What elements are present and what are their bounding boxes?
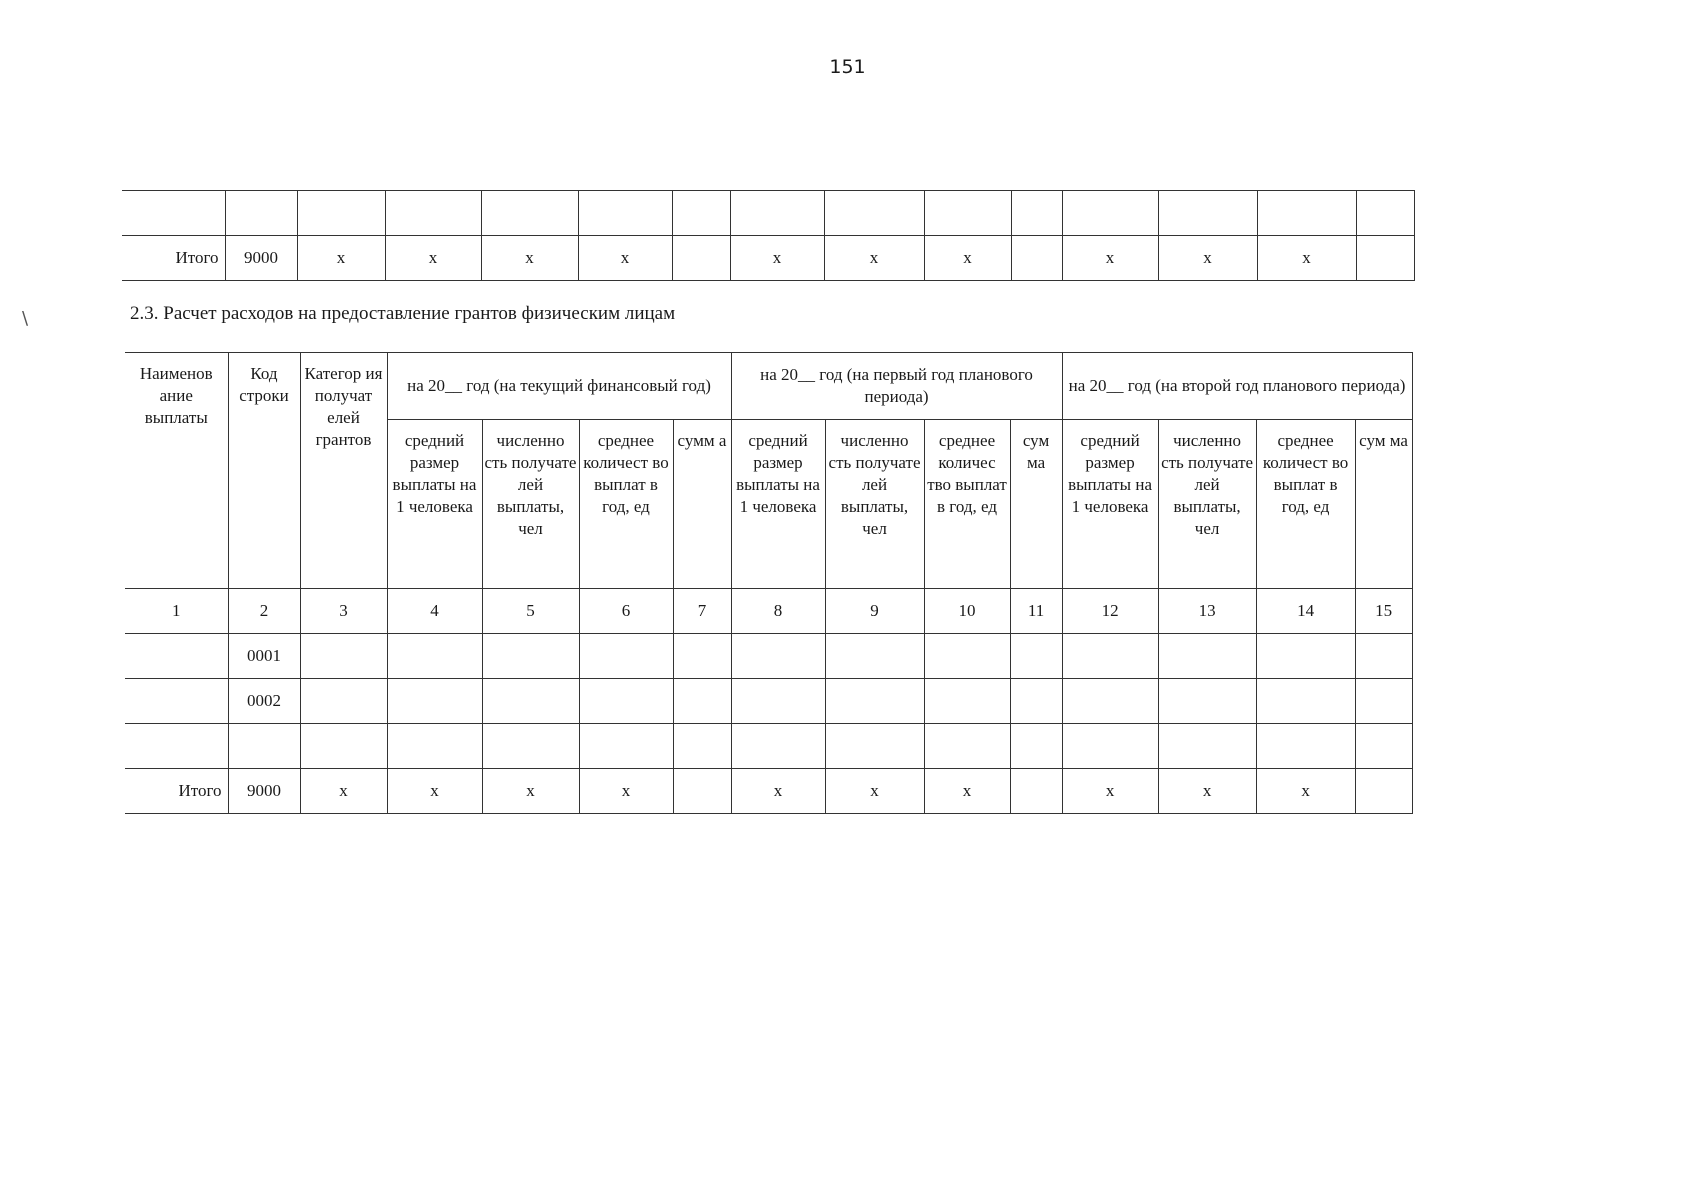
table-cell — [122, 191, 225, 236]
subheader-cell: средний размер выплаты на 1 человека — [731, 420, 825, 589]
x-mark: x — [1158, 236, 1257, 281]
x-mark: x — [730, 236, 824, 281]
column-number: 13 — [1158, 589, 1256, 634]
x-mark: x — [1062, 769, 1158, 814]
page-number: 151 — [829, 56, 866, 78]
table-cell — [1356, 191, 1414, 236]
row-code — [228, 724, 300, 769]
table-cell — [1355, 769, 1412, 814]
table-cell — [924, 191, 1011, 236]
column-number: 8 — [731, 589, 825, 634]
scan-mark: \ — [22, 308, 29, 329]
row-code: 0002 — [228, 679, 300, 724]
column-number: 14 — [1256, 589, 1355, 634]
column-number: 1 — [125, 589, 228, 634]
table-row — [125, 634, 1412, 679]
subheader-cell: численно сть получате лей выплаты, чел — [482, 420, 579, 589]
column-number: 15 — [1355, 589, 1412, 634]
subheader-cell: численно сть получате лей выплаты, чел — [1158, 420, 1256, 589]
x-mark: x — [1256, 769, 1355, 814]
total-label: Итого — [122, 236, 225, 281]
table-cell — [125, 634, 228, 679]
subheader-cell: средний размер выплаты на 1 человека — [387, 420, 482, 589]
subheader-cell: средний размер выплаты на 1 человека — [1062, 420, 1158, 589]
table-cell — [125, 724, 228, 769]
table-cell — [578, 191, 672, 236]
column-number: 11 — [1010, 589, 1062, 634]
table-cell — [1356, 236, 1414, 281]
previous-table-fragment — [122, 190, 1415, 281]
x-mark: x — [924, 769, 1010, 814]
column-number: 10 — [924, 589, 1010, 634]
table-cell — [730, 191, 824, 236]
table-cell — [1010, 769, 1062, 814]
column-number: 7 — [673, 589, 731, 634]
column-number: 3 — [300, 589, 387, 634]
x-mark: x — [579, 769, 673, 814]
table-cell — [1011, 236, 1062, 281]
table-row — [125, 679, 1412, 724]
x-mark: x — [385, 236, 481, 281]
subheader-cell: среднее количес тво выплат в год, ед — [924, 420, 1010, 589]
row-code: 0001 — [228, 634, 300, 679]
x-mark: x — [578, 236, 672, 281]
total-code: 9000 — [225, 236, 297, 281]
x-mark: x — [300, 769, 387, 814]
subheader-cell: среднее количест во выплат в год, ед — [579, 420, 673, 589]
table-cell — [125, 679, 228, 724]
column-number: 12 — [1062, 589, 1158, 634]
subheader-cell: среднее количест во выплат в год, ед — [1256, 420, 1355, 589]
header-period-current: на 20__ год (на текущий финансовый год) — [387, 353, 731, 420]
total-row — [122, 236, 1414, 281]
x-mark: x — [481, 236, 578, 281]
table-cell — [1158, 191, 1257, 236]
column-number: 6 — [579, 589, 673, 634]
section-title: 2.3. Расчет расходов на предоставление грантов физическим лицам — [130, 303, 676, 324]
table-cell — [481, 191, 578, 236]
x-mark: x — [1158, 769, 1256, 814]
table-cell — [297, 191, 385, 236]
table-cell — [385, 191, 481, 236]
column-number-row — [125, 589, 1412, 634]
x-mark: x — [825, 769, 924, 814]
x-mark: x — [297, 236, 385, 281]
header-name: Наименов ание выплаты — [125, 353, 228, 589]
x-mark: x — [482, 769, 579, 814]
x-mark: x — [731, 769, 825, 814]
column-number: 9 — [825, 589, 924, 634]
table-cell — [672, 191, 730, 236]
grants-table — [125, 352, 1413, 814]
total-code: 9000 — [228, 769, 300, 814]
header-code: Код строки — [228, 353, 300, 589]
x-mark: x — [1062, 236, 1158, 281]
table-cell — [225, 191, 297, 236]
total-label: Итого — [125, 769, 228, 814]
column-number: 4 — [387, 589, 482, 634]
table-cell — [824, 191, 924, 236]
table-cell — [1011, 191, 1062, 236]
subheader-cell: сум ма — [1355, 420, 1412, 589]
subheader-cell: сумм а — [673, 420, 731, 589]
x-mark: x — [387, 769, 482, 814]
header-period-first: на 20__ год (на первый год планового периода) — [731, 353, 1062, 420]
table-cell — [672, 236, 730, 281]
column-number: 5 — [482, 589, 579, 634]
x-mark: x — [924, 236, 1011, 281]
header-period-second: на 20__ год (на второй год планового периода) — [1062, 353, 1412, 420]
x-mark: x — [824, 236, 924, 281]
table-row — [125, 724, 1412, 769]
column-number: 2 — [228, 589, 300, 634]
table-cell — [673, 769, 731, 814]
x-mark: x — [1257, 236, 1356, 281]
subheader-cell: численно сть получате лей выплаты, чел — [825, 420, 924, 589]
subheader-cell: сум ма — [1010, 420, 1062, 589]
table-cell — [1257, 191, 1356, 236]
header-row — [125, 353, 1412, 420]
table-cell — [1062, 191, 1158, 236]
total-row — [125, 769, 1412, 814]
header-category: Категор ия получат елей грантов — [300, 353, 387, 589]
